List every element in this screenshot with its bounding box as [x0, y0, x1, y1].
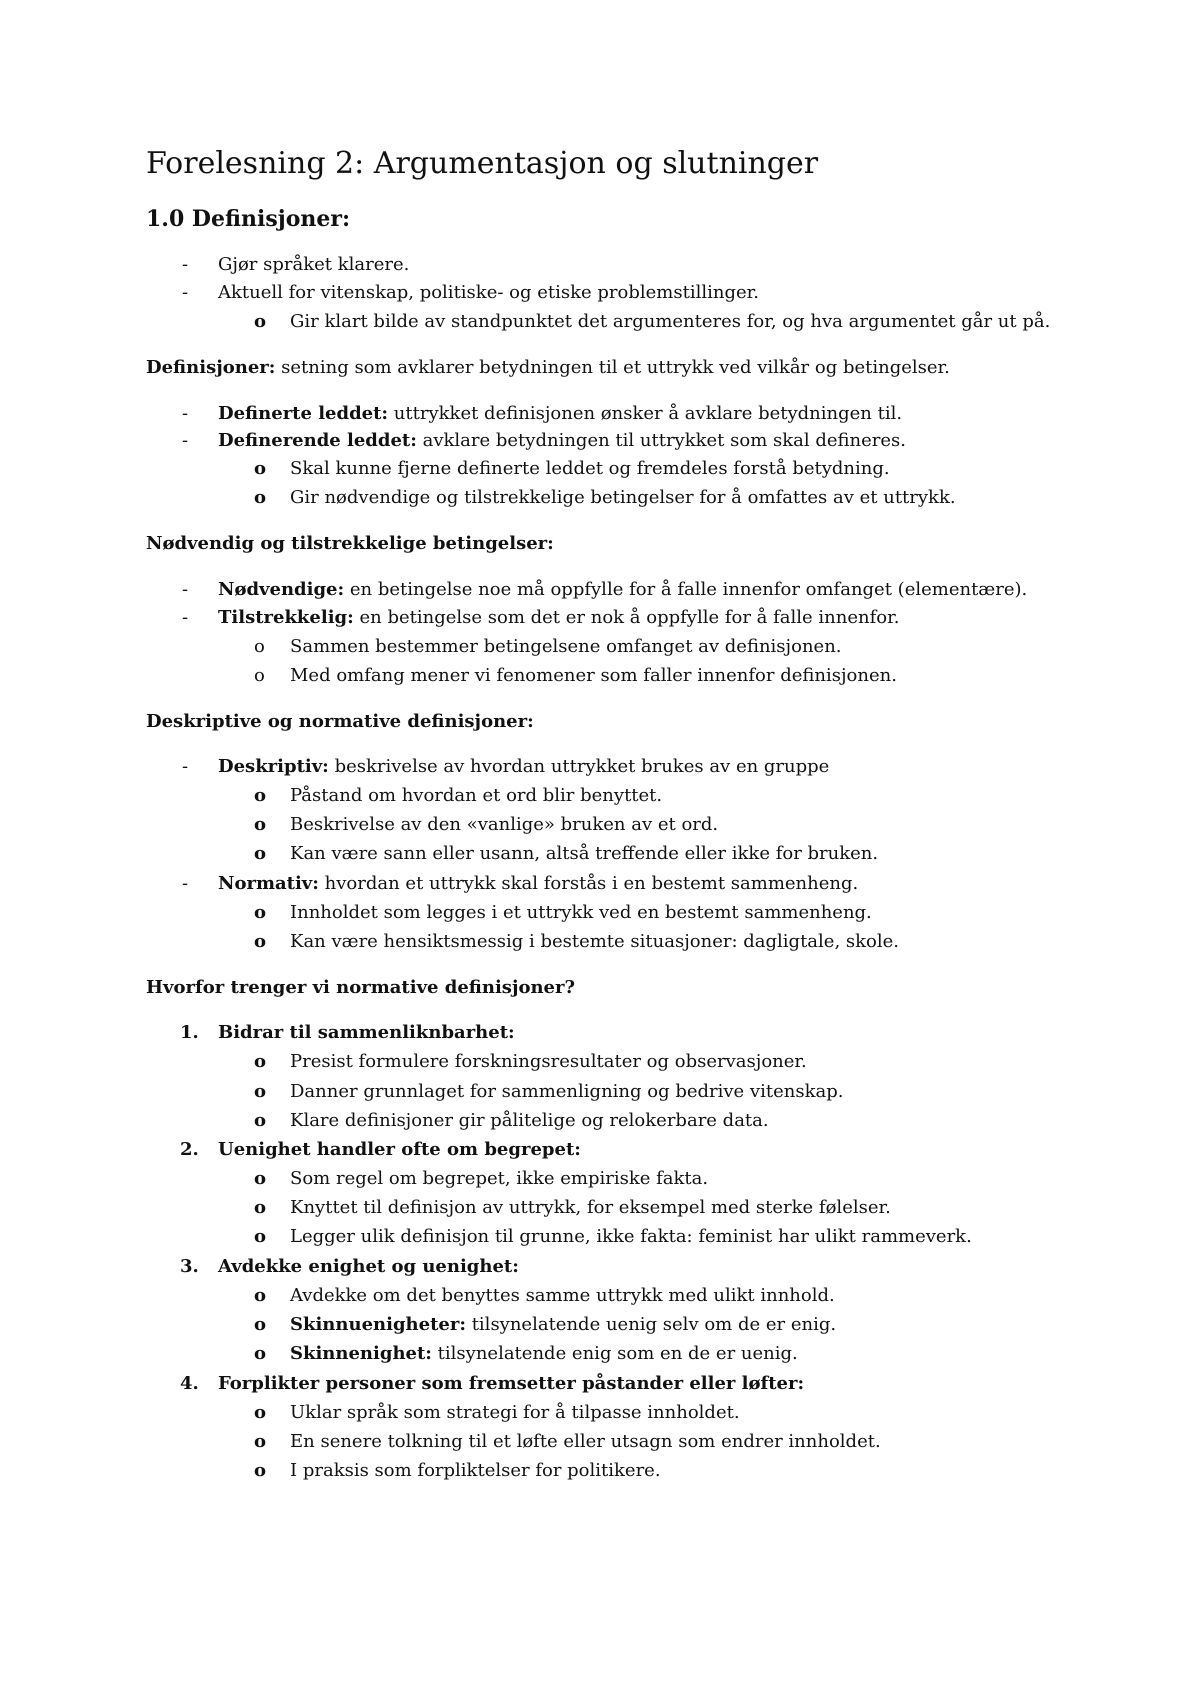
sub-list-item: Avdekke om det benyttes samme uttrykk med ulikt innhold.	[290, 1285, 835, 1306]
sub-list-item: En senere tolkning til et løfte eller utsagn som endrer innholdet.	[290, 1431, 881, 1452]
circle-bullet: o	[254, 1110, 267, 1131]
numbered-item-label: Avdekke enighet og uenighet:	[218, 1256, 519, 1277]
item-term: Skinnuenigheter:	[290, 1314, 466, 1335]
section-heading-why: Hvorfor trenger vi normative definisjoner?	[146, 977, 576, 998]
sub-list-item: I praksis som forpliktelser for politikere.	[290, 1460, 661, 1481]
list-number: 2.	[180, 1139, 199, 1160]
sub-list-item: Med omfang mener vi fenomener som faller innenfor definisjonen.	[290, 665, 897, 686]
sub-list-item: Gir nødvendige og tilstrekkelige betingelser for å omfattes av et uttrykk.	[290, 487, 956, 508]
item-term: Definerende leddet:	[218, 430, 417, 451]
circle-bullet: o	[254, 311, 267, 332]
definition-text: setning som avklarer betydningen til et uttrykk ved vilkår og betingelser.	[275, 357, 950, 378]
section-heading-descriptive-normative: Deskriptive og normative definisjoner:	[146, 711, 534, 732]
item-term: Deskriptiv:	[218, 756, 329, 777]
list-item	[218, 579, 1027, 601]
list-number: 3.	[180, 1256, 199, 1277]
circle-bullet: o	[254, 1314, 267, 1335]
dash-bullet: -	[182, 254, 189, 275]
circle-bullet: o	[254, 636, 265, 657]
sub-list-item: Knyttet til definisjon av uttrykk, for eksempel med sterke følelser.	[290, 1197, 891, 1218]
item-term: Definerte leddet:	[218, 403, 389, 424]
dash-bullet: -	[182, 403, 189, 424]
circle-bullet: o	[254, 665, 265, 686]
circle-bullet: o	[254, 785, 267, 806]
circle-bullet: o	[254, 487, 267, 508]
item-text: en betingelse som det er nok å oppfylle for å falle innenfor.	[353, 607, 900, 628]
list-number: 1.	[180, 1022, 199, 1043]
item-term: Normativ:	[218, 873, 319, 894]
circle-bullet: o	[254, 1226, 267, 1247]
dash-bullet: -	[182, 282, 189, 303]
sub-list-item: Sammen bestemmer betingelsene omfanget av definisjonen.	[290, 636, 842, 657]
dash-bullet: -	[182, 607, 189, 628]
circle-bullet: o	[254, 1343, 267, 1364]
sub-list-item: Presist formulere forskningsresultater og observasjoner.	[290, 1051, 807, 1072]
list-item	[218, 607, 899, 629]
circle-bullet: o	[254, 843, 267, 864]
item-text: hvordan et uttrykk skal forstås i en bestemt sammenheng.	[318, 873, 859, 894]
sub-list-item	[290, 1343, 798, 1365]
numbered-item-label: Bidrar til sammenliknbarhet:	[218, 1022, 515, 1043]
sub-list-item: Kan være hensiktsmessig i bestemte situasjoner: dagligtale, skole.	[290, 931, 900, 952]
item-term: Nødvendige:	[218, 579, 345, 600]
sub-list-item: Påstand om hvordan et ord blir benyttet.	[290, 785, 663, 806]
sub-list-item: Legger ulik definisjon til grunne, ikke fakta: feminist har ulikt rammeverk.	[290, 1226, 972, 1247]
circle-bullet: o	[254, 1402, 267, 1423]
item-term: Tilstrekkelig:	[218, 607, 354, 628]
list-number: 4.	[180, 1373, 199, 1394]
numbered-item-label: Forplikter personer som fremsetter påstander eller løfter:	[218, 1373, 805, 1394]
circle-bullet: o	[254, 1081, 267, 1102]
circle-bullet: o	[254, 814, 267, 835]
item-text: uttrykket definisjonen ønsker å avklare betydningen til.	[388, 403, 903, 424]
sub-list-item: Kan være sann eller usann, altså treffende eller ikke for bruken.	[290, 843, 879, 864]
circle-bullet: o	[254, 1051, 267, 1072]
item-text: tilsynelatende enig som en de er uenig.	[431, 1343, 798, 1364]
item-text: avklare betydningen til uttrykket som skal defineres.	[416, 430, 907, 451]
numbered-item-label: Uenighet handler ofte om begrepet:	[218, 1139, 581, 1160]
sub-list-item: Som regel om begrepet, ikke empiriske fakta.	[290, 1168, 709, 1189]
definition-paragraph	[146, 357, 950, 379]
sub-list-item: Skal kunne fjerne definerte leddet og fremdeles forstå betydning.	[290, 458, 890, 479]
circle-bullet: o	[254, 1168, 267, 1189]
circle-bullet: o	[254, 458, 267, 479]
list-item: Gjør språket klarere.	[218, 254, 410, 275]
sub-list-item: Beskrivelse av den «vanlige» bruken av et ord.	[290, 814, 719, 835]
section-heading-conditions: Nødvendig og tilstrekkelige betingelser:	[146, 533, 554, 554]
item-term: Skinnenighet:	[290, 1343, 432, 1364]
section-heading-definitions: 1.0 Definisjoner:	[146, 206, 351, 232]
dash-bullet: -	[182, 756, 189, 777]
item-text: beskrivelse av hvordan uttrykket brukes av en gruppe	[328, 756, 830, 777]
item-text: en betingelse noe må oppfylle for å falle innenfor omfanget (elementære).	[344, 579, 1028, 600]
sub-list-item: Gir klart bilde av standpunktet det argumenteres for, og hva argumentet går ut på.	[290, 311, 1051, 332]
dash-bullet: -	[182, 579, 189, 600]
item-text: tilsynelatende uenig selv om de er enig.	[465, 1314, 837, 1335]
circle-bullet: o	[254, 1285, 267, 1306]
list-item	[218, 430, 906, 452]
list-item	[218, 756, 829, 778]
sub-list-item: Uklar språk som strategi for å tilpasse innholdet.	[290, 1402, 740, 1423]
definition-term: Definisjoner:	[146, 357, 276, 378]
circle-bullet: o	[254, 1431, 267, 1452]
list-item: Aktuell for vitenskap, politiske- og etiske problemstillinger.	[218, 282, 759, 303]
page-title: Forelesning 2: Argumentasjon og slutninger	[146, 146, 819, 181]
circle-bullet: o	[254, 902, 267, 923]
list-item	[218, 403, 902, 425]
sub-list-item: Klare definisjoner gir pålitelige og relokerbare data.	[290, 1110, 769, 1131]
sub-list-item: Innholdet som legges i et uttrykk ved en bestemt sammenheng.	[290, 902, 872, 923]
dash-bullet: -	[182, 873, 189, 894]
circle-bullet: o	[254, 1460, 267, 1481]
sub-list-item	[290, 1314, 836, 1336]
circle-bullet: o	[254, 931, 267, 952]
list-item	[218, 873, 858, 895]
sub-list-item: Danner grunnlaget for sammenligning og bedrive vitenskap.	[290, 1081, 844, 1102]
dash-bullet: -	[182, 430, 189, 451]
circle-bullet: o	[254, 1197, 267, 1218]
